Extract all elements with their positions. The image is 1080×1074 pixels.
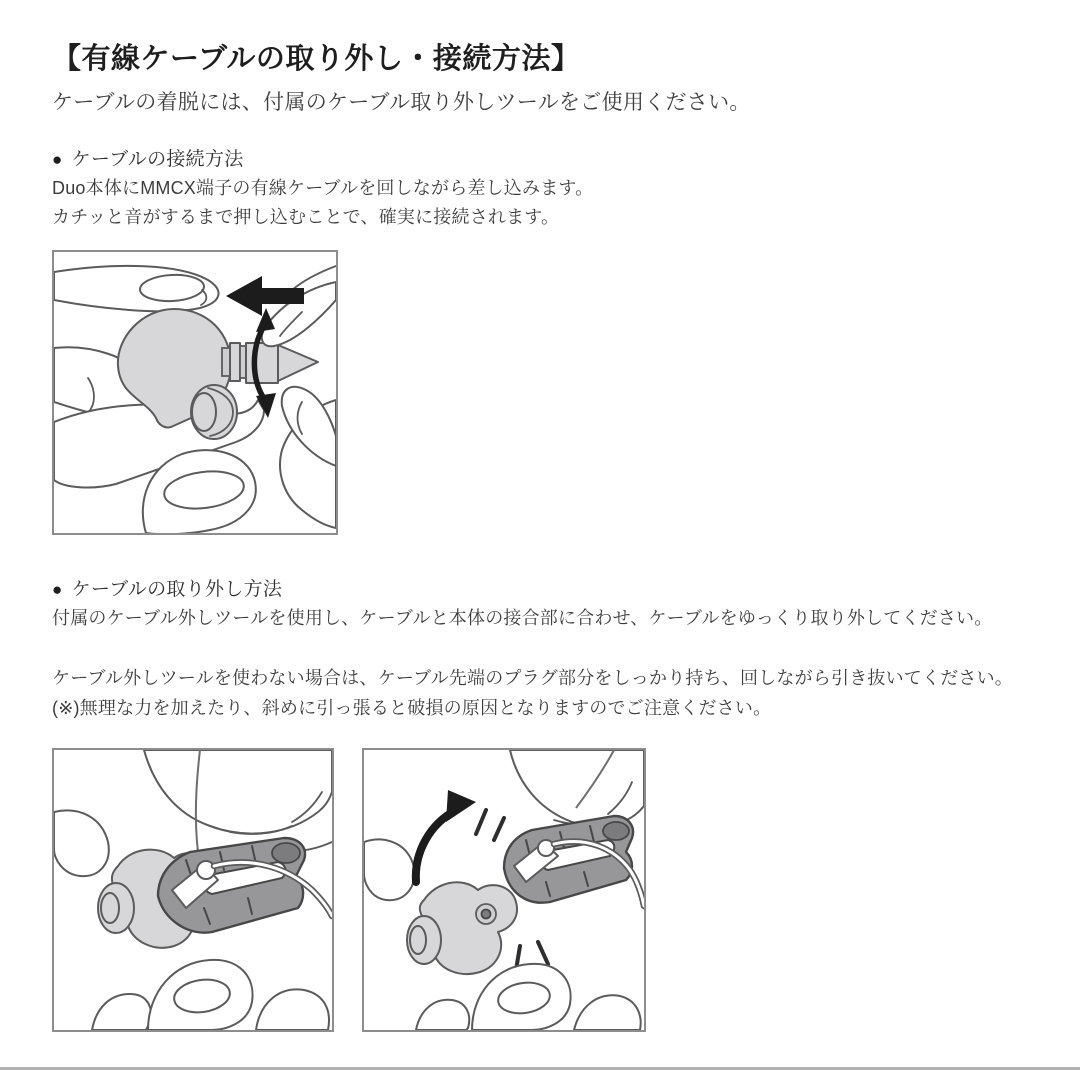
cable-connection-drawing <box>54 252 336 533</box>
body-line: Duo本体にMMCX端子の有線ケーブルを回しながら差し込みます。 <box>52 178 594 198</box>
hand-outline <box>364 840 414 901</box>
note-line: ケーブル外しツールを使わない場合は、ケーブル先端のプラグ部分をしっかり持ち、回しながら引き抜いてください。 <box>52 668 1013 688</box>
figure-removal-tool-attached <box>52 748 334 1032</box>
hand-outline <box>510 750 644 826</box>
section-connect-body <box>52 174 593 232</box>
section-connect-heading <box>52 144 244 171</box>
hand-outline <box>92 960 329 1030</box>
page-title: 【有線ケーブルの取り外し・接続方法】 <box>52 43 581 75</box>
cable-removed-drawing <box>364 750 644 1030</box>
ear-tip-shape <box>191 385 237 439</box>
note-line: (※)無理な力を加えたり、斜めに引っ張ると破損の原因となりますのでご注意ください。 <box>52 698 772 718</box>
tool-attached-drawing <box>54 750 332 1030</box>
curved-arrow-icon <box>416 790 476 882</box>
footer-divider <box>0 1067 1080 1070</box>
intro-text: ケーブルの着脱には、付属のケーブル取り外しツールをご使用ください。 <box>52 91 751 114</box>
hand-outline <box>54 810 109 876</box>
figure-cable-connection <box>52 250 338 535</box>
hand-outline <box>54 266 218 311</box>
section-remove-body <box>52 604 992 633</box>
body-line: 付属のケーブル外しツールを使用し、ケーブルと本体の接合部に合わせ、ケーブルをゆっくり取り外してください。 <box>52 608 993 628</box>
section-remove-heading <box>52 574 282 601</box>
body-line: カチッと音がするまで押し込むことで、確実に接続されます。 <box>52 207 560 227</box>
bullet-icon: ● <box>52 580 63 599</box>
hand-outline <box>144 750 332 851</box>
section-remove-note <box>52 663 1013 723</box>
section-connect-heading-label: ケーブルの接続方法 <box>71 149 244 170</box>
bullet-icon: ● <box>52 150 63 169</box>
section-remove-heading-label: ケーブルの取り外し方法 <box>71 579 283 600</box>
cable-plug-shape <box>222 343 318 383</box>
earphone-shape <box>407 882 517 974</box>
figure-cable-removed <box>362 748 646 1032</box>
hand-outline <box>416 964 641 1030</box>
